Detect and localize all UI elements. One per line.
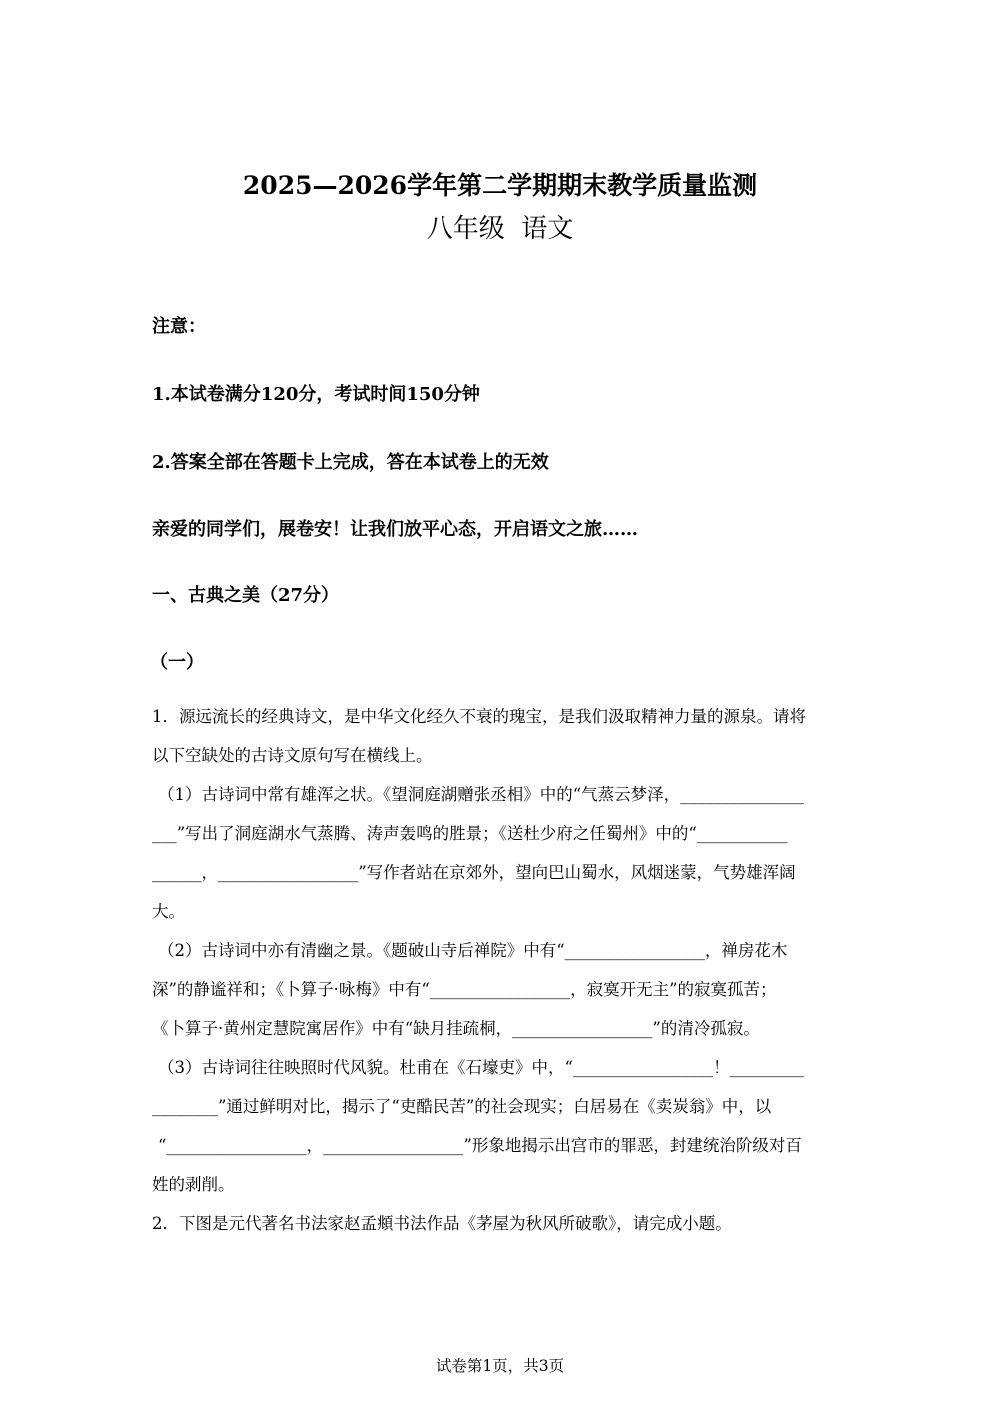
page-footer: 试卷第1页，共3页 [435, 1357, 565, 1375]
text-line: （2）古诗词中亦有清幽之景。《题破山寺后禅院》中有“_________________，禅房花木 [158, 941, 788, 960]
exam-subtitle: 八年级 语文 [426, 214, 574, 244]
text-line: ___”写出了洞庭湖水气蒸腾、涛声轰鸣的胜景；《送杜少府之任蜀州》中的“___________ [152, 824, 788, 843]
text-line: 姓的剥削。 [152, 1175, 235, 1194]
question-1-block [152, 697, 852, 1243]
text-line: （1）古诗词中常有雄浑之状。《望洞庭湖赠张丞相》中的“气蒸云梦泽，_______________ [158, 785, 804, 804]
greeting-text: 亲爱的同学们，展卷安！让我们放平心态，开启语文之旅…… [152, 519, 638, 540]
text-line: ________”通过鲜明对比，揭示了“吏酷民苦”的社会现实；白居易在《卖炭翁》中，以 [152, 1097, 772, 1116]
text-line: 大。 [152, 902, 185, 921]
text-line: 深”的静谧祥和；《卜算子·咏梅》中有“_________________，寂寞开无主”的寂寞孤苦； [152, 980, 777, 999]
section-heading: 一、古典之美（27分） [152, 585, 340, 606]
text-line: “_________________，_________________”形象地揭示出宫市的罪恶，封建统治阶级对百 [158, 1136, 802, 1155]
notice-item-2: 2.答案全部在答题卡上完成，答在本试卷上的无效 [152, 452, 549, 473]
text-line: （3）古诗词往往映照时代风貌。杜甫在《石壕吏》中，“_________________！_________ [158, 1058, 804, 1077]
text-line: 以下空缺处的古诗文原句写在横线上。 [152, 746, 433, 765]
text-line: 1．源远流长的经典诗文，是中华文化经久不衰的瑰宝，是我们汲取精神力量的源泉。请将 [152, 707, 806, 726]
notice-label: 注意： [152, 316, 206, 337]
text-line: 《卜算子·黄州定慧院寓居作》中有“缺月挂疏桐，_________________”的清冷孤寂。 [152, 1019, 760, 1038]
notice-item-1: 1.本试卷满分120分，考试时间150分钟 [152, 384, 480, 405]
text-line: ______，_________________”写作者站在京郊外，望向巴山蜀水，风烟迷蒙，气势雄浑阔 [152, 863, 796, 882]
exam-title: 2025—2026学年第二学期期末教学质量监测 [242, 171, 758, 200]
text-line: 2．下图是元代著名书法家赵孟頫书法作品《茅屋为秋风所破歌》，请完成小题。 [152, 1214, 732, 1233]
sub-section-heading: （一） [150, 652, 204, 673]
